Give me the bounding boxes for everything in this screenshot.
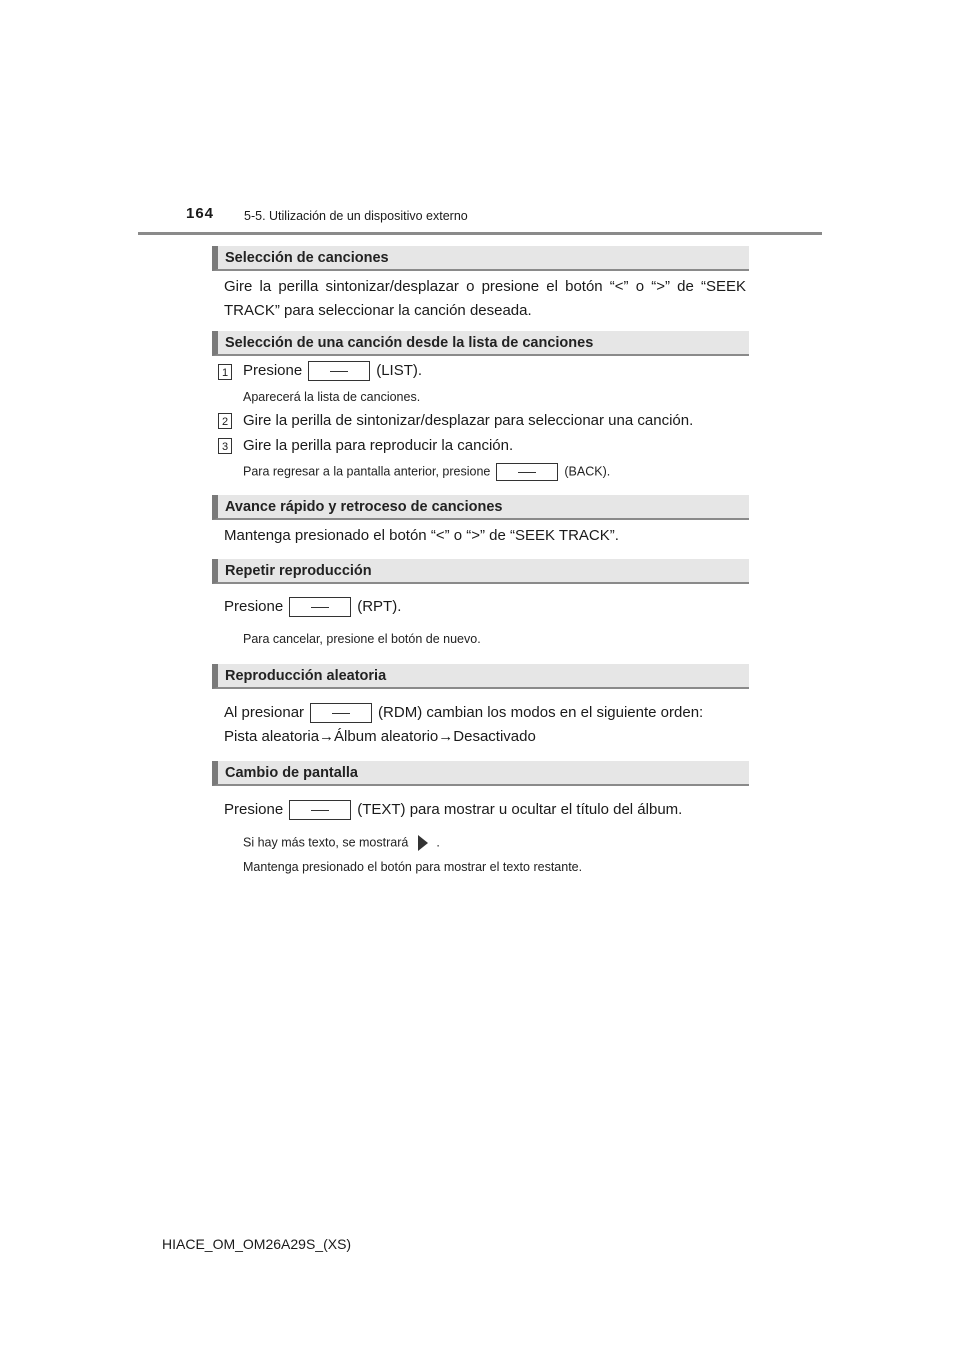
step-2-text: Gire la perilla de sintonizar/desplazar para seleccionar una canción.	[243, 412, 694, 429]
display-note-2: Mantenga presionado el botón para mostrar el texto restante.	[243, 860, 583, 874]
chapter-title: 5-5. Utilización de un dispositivo externo	[244, 209, 468, 223]
repeat-text: Presione (RPT).	[224, 595, 746, 619]
section-header-random	[212, 664, 749, 689]
step-3-text: Gire la perilla para reproducir la canción.	[243, 437, 514, 454]
random-sequence: Pista aleatoria→Álbum aleatorio→Desactivado	[224, 728, 536, 745]
step-1-note: Aparecerá la lista de canciones.	[243, 390, 421, 404]
text-button-icon	[289, 800, 351, 820]
section-header-display-change	[212, 761, 749, 786]
section-header-repeat	[212, 559, 749, 584]
page-number: 164	[186, 205, 215, 222]
step-number-2: 2	[218, 413, 232, 429]
step-1-text: Presione (LIST).	[243, 361, 422, 381]
section-header-fast-forward	[212, 495, 749, 520]
step-3-note: Para regresar a la pantalla anterior, presione (BACK).	[243, 463, 610, 481]
section-title: Reproducción aleatoria	[225, 668, 387, 684]
back-button-icon	[496, 463, 558, 481]
section-header-song-list	[212, 331, 749, 356]
more-text-arrow-icon	[418, 835, 428, 851]
display-note-1: Si hay más texto, se mostrará .	[243, 835, 440, 850]
repeat-note: Para cancelar, presione el botón de nuevo.	[243, 632, 481, 646]
document-code: HIACE_OM_OM26A29S_(XS)	[162, 1236, 352, 1252]
header-divider	[138, 232, 822, 235]
section-header-song-selection	[212, 246, 749, 271]
step-number-3: 3	[218, 438, 232, 454]
section-title: Cambio de pantalla	[225, 765, 358, 781]
display-change-text: Presione (TEXT) para mostrar u ocultar el título del álbum.	[224, 798, 746, 822]
step-number-1: 1	[218, 364, 232, 380]
fast-forward-text: Mantenga presionado el botón “<” o “>” de “SEEK TRACK”.	[224, 527, 619, 544]
list-button-icon	[308, 361, 370, 381]
section-title: Selección de canciones	[225, 250, 389, 266]
section-title: Avance rápido y retroceso de canciones	[225, 499, 503, 515]
rdm-button-icon	[310, 703, 372, 723]
section-title: Selección de una canción desde la lista de canciones	[225, 335, 594, 351]
song-selection-text: Gire la perilla sintonizar/desplazar o presione el botón “<” o “>” de “SEEK TRACK” para seleccionar la canción deseada.	[224, 278, 746, 319]
random-text: Al presionar (RDM) cambian los modos en el siguiente orden:	[224, 701, 746, 725]
rpt-button-icon	[289, 597, 351, 617]
section-title: Repetir reproducción	[225, 563, 372, 579]
